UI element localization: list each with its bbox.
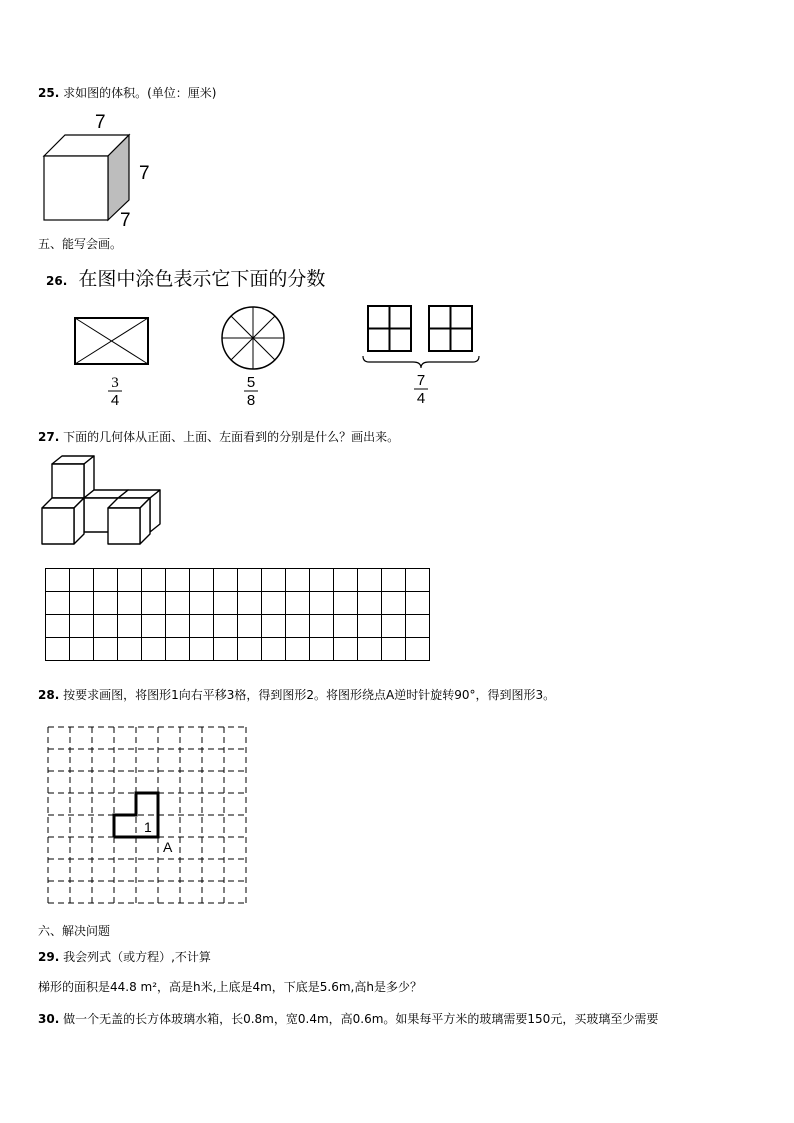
grid-cell[interactable] — [142, 592, 166, 615]
point-a-label: A — [163, 839, 173, 855]
question-number: 25. — [38, 86, 60, 100]
grid-cell[interactable] — [190, 615, 214, 638]
question-number: 30. — [38, 1012, 60, 1026]
cube-figure — [38, 108, 168, 230]
grid-cell[interactable] — [190, 569, 214, 592]
grid-cell[interactable] — [94, 569, 118, 592]
grid-cell[interactable] — [382, 592, 406, 615]
grid-cell[interactable] — [214, 638, 238, 661]
grid-cell[interactable] — [286, 592, 310, 615]
grid-cell[interactable] — [70, 569, 94, 592]
question-number: 29. — [38, 950, 60, 964]
grid-cell[interactable] — [238, 569, 262, 592]
question-26 — [46, 264, 325, 291]
question-30 — [38, 1010, 658, 1027]
square-left-figure — [368, 306, 411, 351]
grid-cell[interactable] — [94, 592, 118, 615]
grid-cell[interactable] — [214, 592, 238, 615]
grid-cell[interactable] — [118, 569, 142, 592]
circle-figure — [222, 307, 284, 369]
grid-cell[interactable] — [262, 615, 286, 638]
cube-dim-right: 7 — [139, 163, 150, 184]
svg-text:5: 5 — [246, 374, 256, 391]
question-28 — [38, 686, 555, 703]
grid-cell[interactable] — [46, 615, 70, 638]
grid-cell[interactable] — [190, 592, 214, 615]
rectangle-figure — [75, 318, 148, 364]
grid-cell[interactable] — [142, 569, 166, 592]
grid-cell[interactable] — [238, 638, 262, 661]
grid-row — [46, 592, 430, 615]
grid-row — [46, 615, 430, 638]
grid-cell[interactable] — [214, 569, 238, 592]
grid-cell[interactable] — [382, 638, 406, 661]
question-number: 27. — [38, 430, 60, 444]
grid-cell[interactable] — [286, 638, 310, 661]
grid-cell[interactable] — [166, 592, 190, 615]
question-27 — [38, 428, 399, 445]
grid-cell[interactable] — [334, 638, 358, 661]
grid-cell[interactable] — [262, 569, 286, 592]
grid-cell[interactable] — [286, 615, 310, 638]
grid-row — [46, 638, 430, 661]
grid-cell[interactable] — [94, 638, 118, 661]
cube-dim-top: 7 — [95, 112, 106, 133]
grid-cell[interactable] — [262, 638, 286, 661]
block-figure — [38, 454, 168, 548]
grid-cell[interactable] — [310, 638, 334, 661]
question-text: 做一个无盖的长方体玻璃水箱，长0.8m，宽0.4m，高0.6m。如果每平方米的玻璃需要150元，买玻璃至少需要 — [63, 1012, 659, 1026]
question-text: 下面的几何体从正面、上面、左面看到的分别是什么？画出来。 — [63, 430, 400, 444]
grid-cell[interactable] — [358, 615, 382, 638]
fraction-3-4 — [108, 375, 122, 409]
question-number: 26. — [46, 274, 68, 288]
grid-cell[interactable] — [94, 615, 118, 638]
grid-cell[interactable] — [166, 615, 190, 638]
grid-cell[interactable] — [310, 615, 334, 638]
grid-cell[interactable] — [358, 638, 382, 661]
question-text: 按要求画图，将图形1向右平移3格，得到图形2。将图形绕点A逆时针旋转90°，得到图形3。 — [63, 688, 556, 702]
svg-text:4: 4 — [110, 392, 120, 409]
svg-text:4: 4 — [416, 390, 426, 407]
grid-cell[interactable] — [406, 569, 430, 592]
section-5-title: 五、能写会画。 — [38, 237, 123, 251]
question-number: 28. — [38, 688, 60, 702]
fraction-figures — [45, 298, 500, 412]
grid-cell[interactable] — [118, 615, 142, 638]
grid-cell[interactable] — [142, 638, 166, 661]
grid-cell[interactable] — [70, 638, 94, 661]
grid-cell[interactable] — [406, 638, 430, 661]
grid-cell[interactable] — [358, 592, 382, 615]
grid-cell[interactable] — [310, 592, 334, 615]
square-right-figure — [429, 306, 472, 351]
grid-cell[interactable] — [334, 569, 358, 592]
drawing-grid[interactable] — [45, 568, 430, 661]
cube-front-face — [44, 156, 108, 220]
section-6-title: 六、解决问题 — [38, 924, 111, 938]
grid-cell[interactable] — [166, 638, 190, 661]
grid-cell[interactable] — [334, 615, 358, 638]
grid-cell[interactable] — [166, 569, 190, 592]
question-29 — [38, 948, 211, 965]
brace — [363, 356, 479, 368]
grid-cell[interactable] — [190, 638, 214, 661]
grid-cell[interactable] — [286, 569, 310, 592]
question-29-body: 梯形的面积是44.8 m²，高是h米,上底是4m，下底是5.6m,高h是多少？ — [38, 980, 422, 994]
question-text: 我会列式（或方程）,不计算 — [63, 950, 211, 964]
grid-cell[interactable] — [406, 615, 430, 638]
grid-cell[interactable] — [118, 638, 142, 661]
shape-1-label: 1 — [144, 819, 152, 835]
grid-cell[interactable] — [238, 592, 262, 615]
grid-cell[interactable] — [262, 592, 286, 615]
fraction-7-4 — [414, 372, 428, 407]
grid-cell[interactable] — [382, 569, 406, 592]
grid-cell[interactable] — [238, 615, 262, 638]
grid-cell[interactable] — [334, 592, 358, 615]
grid-cell[interactable] — [382, 615, 406, 638]
svg-text:3: 3 — [111, 375, 119, 391]
cube-dim-depth: 7 — [120, 210, 131, 230]
question-text: 在图中涂色表示它下面的分数 — [78, 268, 326, 290]
grid-cell[interactable] — [118, 592, 142, 615]
svg-text:8: 8 — [246, 392, 256, 409]
grid-cell[interactable] — [142, 615, 166, 638]
grid-cell[interactable] — [46, 569, 70, 592]
grid-cell[interactable] — [46, 592, 70, 615]
grid-row — [46, 569, 430, 592]
question-25 — [38, 84, 216, 101]
svg-text:7: 7 — [416, 372, 426, 389]
question-text: 求如图的体积。(单位：厘米) — [63, 86, 217, 100]
grid-cell[interactable] — [214, 615, 238, 638]
dashed-grid-figure[interactable] — [44, 722, 254, 908]
grid-cell[interactable] — [406, 592, 430, 615]
grid-cell[interactable] — [310, 569, 334, 592]
grid-cell[interactable] — [70, 592, 94, 615]
fraction-5-8 — [244, 374, 258, 409]
grid-cell[interactable] — [70, 615, 94, 638]
grid-cell[interactable] — [46, 638, 70, 661]
grid-cell[interactable] — [358, 569, 382, 592]
